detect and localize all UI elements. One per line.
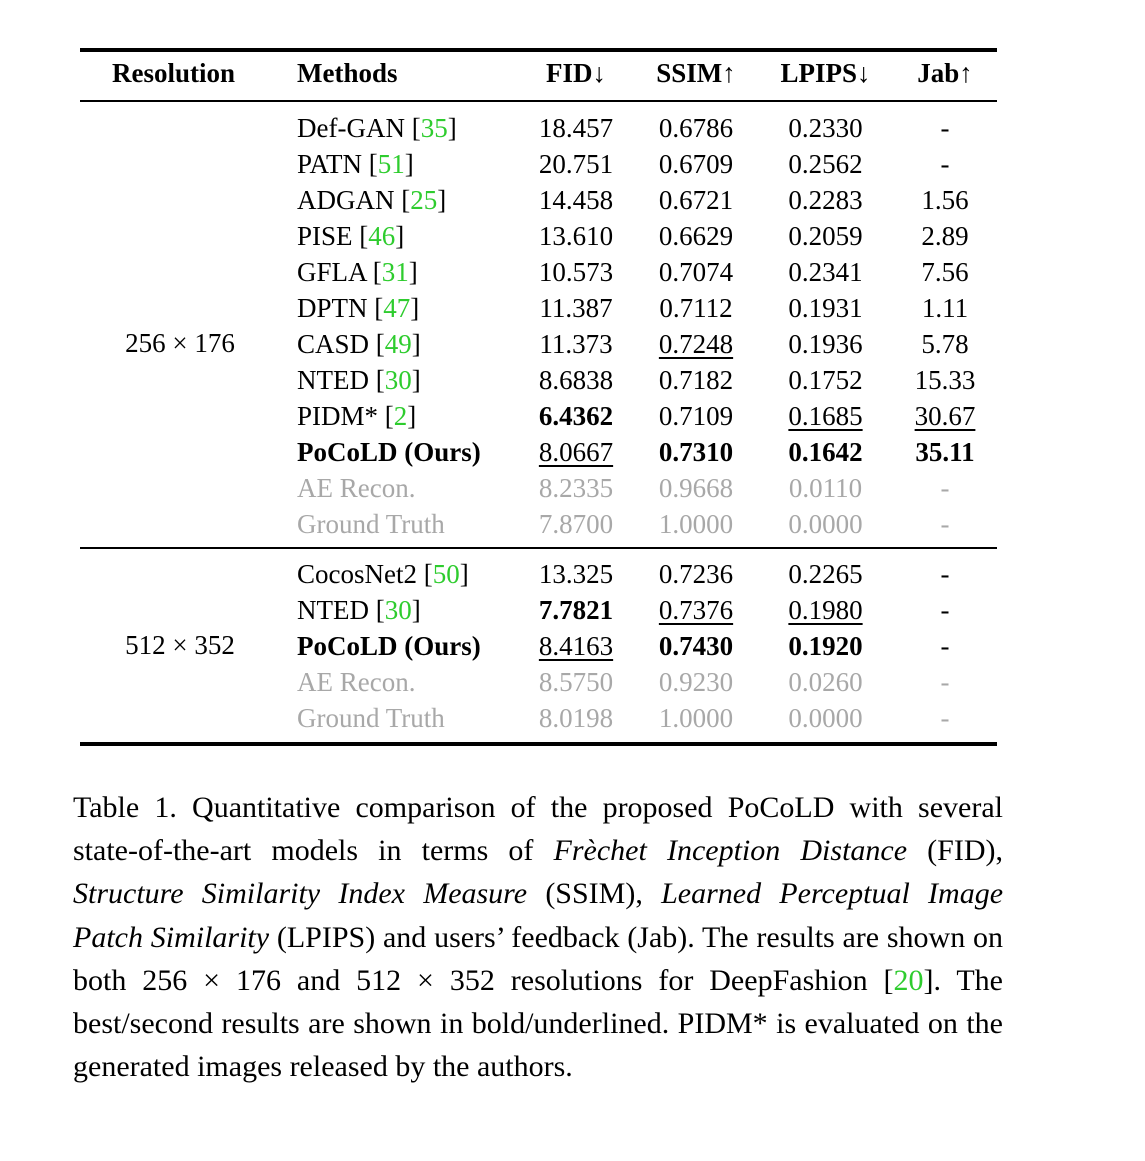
table-row bbox=[0, 556, 1145, 592]
method-label: ADGAN bbox=[297, 185, 395, 215]
ssim-value bbox=[640, 182, 752, 218]
fid-value-text: 18.457 bbox=[538, 113, 614, 143]
caption-term-fid: Frèchet Inception Distance bbox=[553, 834, 908, 868]
table-top-rule bbox=[80, 48, 997, 52]
lpips-value-text: 0.2330 bbox=[788, 113, 863, 143]
ssim-value-text: 0.7182 bbox=[658, 365, 734, 395]
jab-value-text: 15.33 bbox=[914, 365, 976, 395]
fid-value bbox=[520, 506, 632, 542]
lpips-value-text: 0.2265 bbox=[788, 559, 863, 589]
method-name bbox=[297, 700, 445, 736]
fid-value-text: 14.458 bbox=[538, 185, 614, 215]
header-fid: FID↓ bbox=[546, 58, 606, 88]
caption-text: ]. The best/second results are shown in bold/underlined. PIDM* is evaluated on the generated images released by the authors. bbox=[73, 963, 1003, 1084]
fid-value-text: 10.573 bbox=[538, 257, 614, 287]
resolution-label-256: 256 × 176 bbox=[125, 328, 235, 358]
table-row bbox=[0, 628, 1145, 664]
ssim-value bbox=[640, 326, 752, 362]
method-name: NTED [30] bbox=[297, 365, 421, 395]
citation-link[interactable]: 30 bbox=[384, 595, 412, 625]
fid-value bbox=[520, 146, 632, 182]
jab-value-text: 7.56 bbox=[921, 257, 969, 287]
lpips-value bbox=[768, 326, 883, 362]
header-lpips: LPIPS↓ bbox=[780, 58, 871, 88]
ssim-value-text: 0.6786 bbox=[658, 113, 734, 143]
table-row bbox=[0, 362, 1145, 398]
resolution-label-512: 512 × 352 bbox=[125, 630, 235, 660]
lpips-value bbox=[768, 592, 883, 628]
jab-value bbox=[900, 110, 990, 146]
header-jab: Jab↑ bbox=[917, 58, 973, 88]
method-label: DPTN bbox=[297, 293, 368, 323]
caption-text: (FID), bbox=[927, 834, 1003, 868]
ssim-value-text: 0.7430 bbox=[658, 631, 734, 661]
fid-value bbox=[520, 218, 632, 254]
caption-text: (SSIM), bbox=[545, 877, 643, 911]
fid-value-text: 8.0667 bbox=[538, 437, 614, 467]
table-row bbox=[0, 506, 1145, 542]
ssim-value-text: 0.6709 bbox=[658, 149, 734, 179]
jab-value bbox=[900, 254, 990, 290]
jab-value bbox=[900, 182, 990, 218]
jab-value-text: - bbox=[940, 631, 950, 661]
jab-value-text: - bbox=[940, 473, 950, 503]
lpips-value-text: 0.0000 bbox=[788, 509, 863, 539]
fid-value bbox=[520, 592, 632, 628]
lpips-value-text: 0.1752 bbox=[788, 365, 863, 395]
table-row bbox=[0, 326, 1145, 362]
fid-value-text: 8.4163 bbox=[538, 631, 614, 661]
table-group-rule bbox=[80, 547, 997, 549]
method-name: ADGAN [25] bbox=[297, 185, 447, 215]
fid-value-text: 11.373 bbox=[539, 329, 613, 359]
citation-link[interactable]: 50 bbox=[432, 559, 460, 589]
fid-value bbox=[520, 362, 632, 398]
header-methods: Methods bbox=[297, 58, 398, 88]
jab-value bbox=[900, 398, 990, 434]
method-name bbox=[297, 664, 415, 700]
table-row bbox=[0, 182, 1145, 218]
table-row bbox=[0, 470, 1145, 506]
lpips-value-text: 0.2562 bbox=[788, 149, 863, 179]
method-name: PIDM* [2] bbox=[297, 401, 417, 431]
lpips-value bbox=[768, 218, 883, 254]
method-name bbox=[297, 470, 415, 506]
jab-value bbox=[900, 470, 990, 506]
ssim-value-text: 0.7074 bbox=[658, 257, 734, 287]
fid-value bbox=[520, 700, 632, 736]
method-name bbox=[297, 506, 445, 542]
method-label: AE Recon. bbox=[297, 473, 416, 503]
ssim-value bbox=[640, 290, 752, 326]
ssim-value bbox=[640, 146, 752, 182]
lpips-value-text: 0.2059 bbox=[788, 221, 863, 251]
ssim-value bbox=[640, 592, 752, 628]
ssim-value bbox=[640, 700, 752, 736]
ssim-value-text: 1.0000 bbox=[658, 703, 734, 733]
lpips-value-text: 0.2283 bbox=[788, 185, 863, 215]
lpips-value-text: 0.1685 bbox=[788, 401, 863, 431]
jab-value bbox=[900, 362, 990, 398]
jab-value bbox=[900, 146, 990, 182]
lpips-value bbox=[768, 628, 883, 664]
ssim-value-text: 0.6721 bbox=[658, 185, 734, 215]
fid-value-text: 13.325 bbox=[538, 559, 614, 589]
ssim-value-text: 0.9230 bbox=[658, 667, 734, 697]
method-label: PIDM* bbox=[297, 401, 379, 431]
table-header-rule bbox=[80, 100, 997, 102]
fid-value bbox=[520, 556, 632, 592]
jab-value-text: 1.11 bbox=[921, 293, 969, 323]
jab-value bbox=[900, 290, 990, 326]
caption-term-ssim: Structure Similarity Index Measure bbox=[73, 877, 528, 911]
citation-link[interactable]: 31 bbox=[381, 257, 409, 287]
ssim-value bbox=[640, 470, 752, 506]
jab-value-text: - bbox=[940, 667, 950, 697]
ssim-value-text: 0.7248 bbox=[658, 329, 734, 359]
fid-value bbox=[520, 470, 632, 506]
caption-term-lpips: Learned Perceptual Image Patch Similarity bbox=[73, 877, 1004, 954]
fid-value-text: 13.610 bbox=[538, 221, 614, 251]
table-row bbox=[0, 146, 1145, 182]
ssim-value bbox=[640, 110, 752, 146]
ssim-value-text: 1.0000 bbox=[658, 509, 734, 539]
jab-value bbox=[900, 628, 990, 664]
fid-value-text: 7.8700 bbox=[538, 509, 614, 539]
citation-link[interactable]: 49 bbox=[384, 329, 412, 359]
fid-value bbox=[520, 290, 632, 326]
table-row bbox=[0, 290, 1145, 326]
table-row bbox=[0, 434, 1145, 470]
lpips-value-text: 0.0260 bbox=[788, 667, 863, 697]
lpips-value bbox=[768, 700, 883, 736]
table-bottom-rule bbox=[80, 742, 997, 746]
fid-value-text: 20.751 bbox=[538, 149, 614, 179]
citation-link[interactable]: 46 bbox=[368, 221, 396, 251]
method-name: Def-GAN [35] bbox=[297, 113, 457, 143]
fid-value bbox=[520, 434, 632, 470]
ssim-value bbox=[640, 362, 752, 398]
jab-value-text: - bbox=[940, 509, 950, 539]
method-name: PATN [51] bbox=[297, 149, 414, 179]
citation-link[interactable]: 25 bbox=[410, 185, 438, 215]
fid-value-text: 8.6838 bbox=[538, 365, 614, 395]
fid-value-text: 8.5750 bbox=[538, 667, 614, 697]
method-name: NTED [30] bbox=[297, 595, 421, 625]
lpips-value bbox=[768, 182, 883, 218]
lpips-value bbox=[768, 470, 883, 506]
caption-label: Table 1. bbox=[73, 791, 177, 824]
jab-value-text: - bbox=[940, 149, 950, 179]
fid-value-text: 8.0198 bbox=[538, 703, 614, 733]
ssim-value bbox=[640, 218, 752, 254]
lpips-value-text: 0.0110 bbox=[788, 473, 863, 503]
citation-link[interactable]: 35 bbox=[420, 113, 448, 143]
lpips-value bbox=[768, 434, 883, 470]
lpips-value bbox=[768, 146, 883, 182]
lpips-value-text: 0.2341 bbox=[788, 257, 863, 287]
table-row bbox=[0, 218, 1145, 254]
jab-value-text: - bbox=[940, 559, 950, 589]
lpips-value bbox=[768, 254, 883, 290]
lpips-value-text: 0.1642 bbox=[788, 437, 863, 467]
lpips-value bbox=[768, 290, 883, 326]
ssim-value-text: 0.9668 bbox=[658, 473, 734, 503]
lpips-value bbox=[768, 110, 883, 146]
method-label: CASD bbox=[297, 329, 370, 359]
jab-value-text: 5.78 bbox=[921, 329, 969, 359]
lpips-value bbox=[768, 362, 883, 398]
ssim-value-text: 0.7310 bbox=[658, 437, 734, 467]
lpips-value-text: 0.1931 bbox=[788, 293, 863, 323]
table-row bbox=[0, 398, 1145, 434]
method-label: Def-GAN bbox=[297, 113, 405, 143]
jab-value bbox=[900, 664, 990, 700]
method-name: CocosNet2 [50] bbox=[297, 559, 469, 589]
ssim-value-text: 0.7236 bbox=[658, 559, 734, 589]
ssim-value bbox=[640, 254, 752, 290]
jab-value-text: - bbox=[940, 703, 950, 733]
method-name: GFLA [31] bbox=[297, 257, 418, 287]
fid-value bbox=[520, 326, 632, 362]
ssim-value bbox=[640, 628, 752, 664]
lpips-value-text: 0.1980 bbox=[788, 595, 863, 625]
jab-value bbox=[900, 556, 990, 592]
fid-value bbox=[520, 182, 632, 218]
method-label: CocosNet2 bbox=[297, 559, 417, 589]
caption-text: Quantitative comparison of the proposed PoCoLD with several state-of-the-art models in terms of bbox=[73, 791, 1004, 868]
method-name: CASD [49] bbox=[297, 329, 421, 359]
citation-link[interactable]: 51 bbox=[377, 149, 405, 179]
table-row bbox=[0, 592, 1145, 628]
method-label: GFLA bbox=[297, 257, 367, 287]
fid-value-text: 11.387 bbox=[539, 293, 613, 323]
jab-value-text: - bbox=[940, 595, 950, 625]
jab-value bbox=[900, 506, 990, 542]
table-caption bbox=[73, 786, 1003, 1088]
lpips-value-text: 0.0000 bbox=[788, 703, 863, 733]
lpips-value bbox=[768, 556, 883, 592]
fid-value-text: 6.4362 bbox=[538, 401, 614, 431]
ssim-value-text: 0.7109 bbox=[658, 401, 734, 431]
ssim-value bbox=[640, 398, 752, 434]
caption-text: (LPIPS) and users’ feedback (Jab). The results are shown on both 256 × 176 and 512 × 352 resolutions for DeepFashion [ bbox=[73, 920, 1003, 997]
method-name bbox=[297, 628, 481, 664]
jab-value bbox=[900, 592, 990, 628]
fid-value bbox=[520, 628, 632, 664]
header-ssim: SSIM↑ bbox=[656, 58, 736, 88]
ssim-value-text: 0.7376 bbox=[658, 595, 734, 625]
fid-value-text: 8.2335 bbox=[538, 473, 614, 503]
fid-value bbox=[520, 398, 632, 434]
jab-value-text: 35.11 bbox=[915, 437, 975, 467]
ssim-value bbox=[640, 506, 752, 542]
method-label: PATN bbox=[297, 149, 363, 179]
jab-value-text: 30.67 bbox=[914, 401, 976, 431]
fid-value bbox=[520, 254, 632, 290]
jab-value-text: 1.56 bbox=[921, 185, 969, 215]
fid-value-text: 7.7821 bbox=[538, 595, 614, 625]
citation-link[interactable]: 2 bbox=[393, 401, 408, 431]
lpips-value bbox=[768, 398, 883, 434]
ssim-value-text: 0.7112 bbox=[659, 293, 733, 323]
method-label: Ground Truth bbox=[297, 703, 445, 733]
jab-value bbox=[900, 434, 990, 470]
method-label: NTED bbox=[297, 365, 369, 395]
citation-link[interactable]: 30 bbox=[384, 365, 412, 395]
table-row bbox=[0, 700, 1145, 736]
fid-value bbox=[520, 110, 632, 146]
lpips-value bbox=[768, 506, 883, 542]
method-label: PISE bbox=[297, 221, 353, 251]
jab-value bbox=[900, 218, 990, 254]
method-label: Ground Truth bbox=[297, 509, 445, 539]
method-label: PoCoLD (Ours) bbox=[297, 631, 481, 661]
ssim-value bbox=[640, 556, 752, 592]
lpips-value bbox=[768, 664, 883, 700]
method-name: PISE [46] bbox=[297, 221, 405, 251]
citation-link[interactable]: 47 bbox=[383, 293, 411, 323]
fid-value bbox=[520, 664, 632, 700]
table-row bbox=[0, 254, 1145, 290]
jab-value bbox=[900, 326, 990, 362]
header-resolution: Resolution bbox=[112, 58, 236, 88]
jab-value bbox=[900, 700, 990, 736]
jab-value-text: - bbox=[940, 113, 950, 143]
method-name bbox=[297, 434, 481, 470]
lpips-value-text: 0.1920 bbox=[788, 631, 863, 661]
ssim-value bbox=[640, 434, 752, 470]
ssim-value-text: 0.6629 bbox=[658, 221, 734, 251]
ssim-value bbox=[640, 664, 752, 700]
method-label: NTED bbox=[297, 595, 369, 625]
method-label: AE Recon. bbox=[297, 667, 416, 697]
caption-citation-link[interactable]: 20 bbox=[893, 963, 924, 997]
method-name: DPTN [47] bbox=[297, 293, 420, 323]
method-label: PoCoLD (Ours) bbox=[297, 437, 481, 467]
lpips-value-text: 0.1936 bbox=[788, 329, 863, 359]
jab-value-text: 2.89 bbox=[921, 221, 969, 251]
table-row bbox=[0, 664, 1145, 700]
table-row bbox=[0, 110, 1145, 146]
